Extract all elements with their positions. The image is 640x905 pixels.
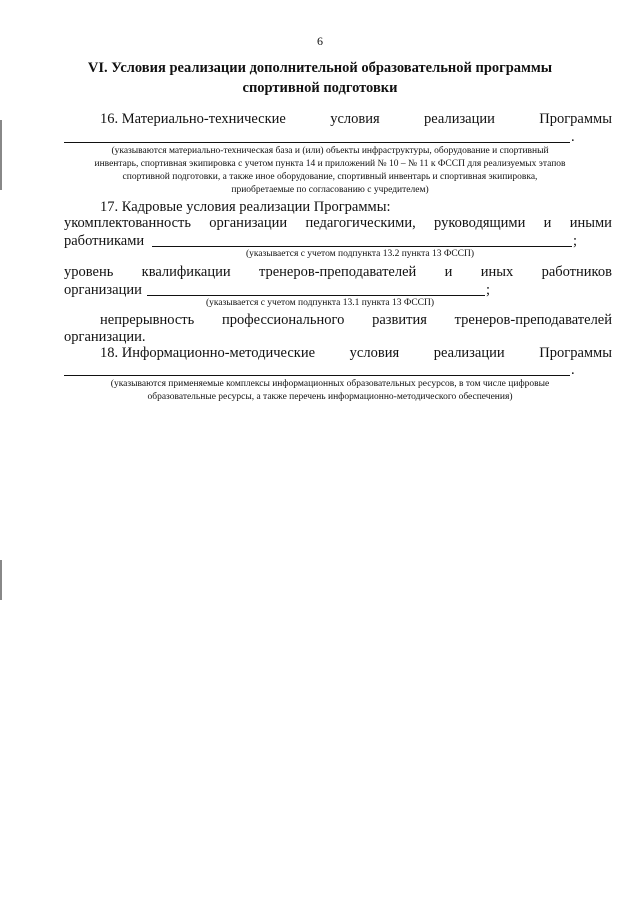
caption-line: спортивной подготовки, а также иное оборудование, спортивный инвентарь и спортивная экипировка, (122, 172, 538, 182)
item16-word: реализации (424, 111, 495, 127)
staffing-word: организации (209, 215, 288, 231)
item16-fill-line (64, 142, 570, 143)
scan-edge-top (0, 120, 2, 190)
qualification-line (64, 263, 612, 281)
caption-line: образовательные ресурсы, а также перечень информационно-методического обеспечения) (147, 392, 513, 402)
item16-period: . (571, 129, 575, 145)
qualification-word: иных (480, 264, 514, 280)
staffing-line (64, 214, 612, 232)
continuity-line (100, 311, 612, 329)
item16-word: условия (330, 111, 380, 127)
page-number: 6 (317, 34, 323, 48)
item18-caption (60, 378, 600, 404)
item18-period: . (571, 362, 575, 378)
staffing-caption: (указывается с учетом подпункта 13.2 пункта 13 ФССП) (245, 249, 475, 259)
staffing-word: иными (569, 215, 612, 231)
qualification-semicolon: ; (486, 282, 491, 298)
qualification-word: тренеров-преподавателей (258, 264, 417, 280)
continuity-word: профессионального (222, 312, 345, 328)
qualification-word: работников (541, 264, 612, 280)
continuity-word: тренеров-преподавателей (454, 312, 612, 328)
staffing-fill-line (152, 246, 572, 247)
staffing-word: и (543, 215, 552, 231)
item18-word: Программы (539, 345, 612, 361)
qualification-caption: (указывается с учетом подпункта 13.1 пункта 13 ФССП) (205, 298, 435, 308)
qualification-fill-line (147, 295, 485, 296)
qualification-word: и (444, 264, 453, 280)
staffing-line2-start: работниками (64, 233, 145, 249)
continuity-line2: организации. (64, 329, 146, 345)
continuity-word: непрерывность (100, 312, 195, 328)
section-heading-line2: спортивной подготовки (242, 80, 398, 96)
item18-word: условия (349, 345, 400, 361)
item18-fill-line (64, 375, 570, 376)
staffing-semicolon: ; (573, 233, 578, 249)
item17-title: 17. Кадровые условия реализации Программы: (100, 199, 391, 215)
continuity-word: развития (372, 312, 427, 328)
qualification-word: уровень (64, 264, 114, 280)
section-heading-line1: VI. Условия реализации дополнительной образовательной программы (87, 60, 553, 76)
qualification-word: квалификации (141, 264, 231, 280)
item18-word: 18. Информационно-методические (100, 345, 316, 361)
staffing-word: укомплектованность (64, 215, 191, 231)
item16-word: 16. Материально-технические (100, 111, 286, 127)
qualification-line2-start: организации (64, 282, 142, 298)
caption-line: (указываются материально-техническая база и (или) объекты инфраструктуры, оборудование и спортивный (111, 146, 549, 156)
scan-edge-bottom (0, 560, 2, 600)
staffing-word: руководящими (434, 215, 526, 231)
caption-line: инвентарь, спортивная экипировка с учетом пункта 14 и приложений № 10 – № 11 к ФССП для реализуемых этапов (94, 159, 566, 169)
item16-caption (60, 145, 600, 197)
item16-word: Программы (539, 111, 612, 127)
item18-word: реализации (433, 345, 505, 361)
item18-line (100, 344, 612, 362)
staffing-word: педагогическими, (305, 215, 416, 231)
caption-line: приобретаемые по согласованию с учредителем) (231, 185, 429, 195)
caption-line: (указываются применяемые комплексы информационных образовательных ресурсов, в том числе цифровые (110, 379, 550, 389)
item16-line (100, 110, 612, 128)
